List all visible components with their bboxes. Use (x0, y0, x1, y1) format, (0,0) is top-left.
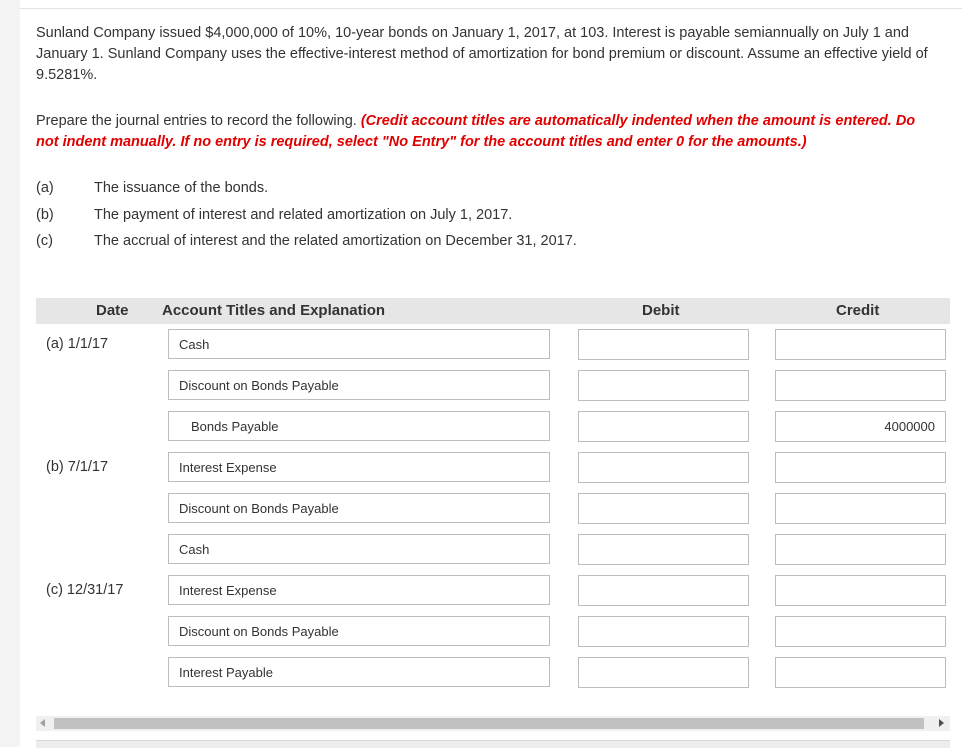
credit-amount-field[interactable] (775, 616, 946, 647)
debit-amount-field[interactable] (578, 657, 749, 688)
chevron-right-icon[interactable] (939, 719, 944, 727)
account-title-field[interactable] (168, 329, 550, 359)
debit-amount-field[interactable] (578, 329, 749, 360)
credit-amount-field[interactable] (775, 575, 946, 606)
account-title-field[interactable] (168, 657, 550, 687)
debit-amount-field[interactable] (578, 493, 749, 524)
header-credit: Credit (836, 302, 880, 319)
table-header (36, 298, 950, 324)
header-date: Date (96, 302, 129, 319)
instruction-text: Prepare the journal entries to record the following. (36, 113, 357, 129)
task-c (36, 231, 577, 251)
credit-amount-field[interactable] (775, 534, 946, 565)
entry-date-a: (a) 1/1/17 (46, 336, 109, 352)
header-account: Account Titles and Explanation (162, 302, 386, 319)
horizontal-scrollbar[interactable] (36, 716, 950, 731)
debit-amount-field[interactable] (578, 616, 749, 647)
account-title-field[interactable] (168, 493, 550, 523)
task-a (36, 178, 268, 198)
task-b (36, 205, 512, 225)
scrollbar-thumb[interactable] (54, 718, 924, 729)
left-gutter (0, 0, 20, 747)
top-divider (20, 8, 962, 9)
task-label: (c) (36, 233, 53, 249)
task-text: The issuance of the bonds. (94, 180, 269, 196)
debit-amount-field[interactable] (578, 411, 749, 442)
task-text: The payment of interest and related amortization on July 1, 2017. (94, 207, 513, 223)
problem-statement: Sunland Company issued $4,000,000 of 10%, 10-year bonds on January 1, 2017, at 103. Interest is payable semiannually on July 1 and January 1. Sunland Company uses the effective-interest method of amortization for bond premium or discount. Assume an effective yield of 9.5281%. (36, 25, 928, 83)
task-label: (a) (36, 180, 54, 196)
instruction-note: (Credit account titles are automatically indented when the amount is entered. Do not indent manually. If no entry is required, select "No Entry" for the account titles and enter 0 for the amounts.) (36, 113, 916, 150)
account-title-field[interactable] (168, 575, 550, 605)
debit-amount-field[interactable] (578, 534, 749, 565)
account-title-field[interactable] (168, 616, 550, 646)
credit-amount-field[interactable] (775, 493, 946, 524)
task-label: (b) (36, 207, 54, 223)
account-title-field[interactable] (168, 411, 550, 441)
credit-amount-field[interactable] (775, 370, 946, 401)
account-title-field[interactable] (168, 452, 550, 482)
credit-amount-field[interactable] (775, 452, 946, 483)
debit-amount-field[interactable] (578, 575, 749, 606)
debit-amount-field[interactable] (578, 370, 749, 401)
account-title-field[interactable] (168, 534, 550, 564)
task-text: The accrual of interest and the related amortization on December 31, 2017. (94, 233, 577, 249)
entry-date-c: (c) 12/31/17 (46, 582, 124, 598)
entry-date-b: (b) 7/1/17 (46, 459, 109, 475)
credit-amount-field[interactable] (775, 411, 946, 442)
debit-amount-field[interactable] (578, 452, 749, 483)
chevron-left-icon[interactable] (40, 719, 45, 727)
credit-amount-field[interactable] (775, 329, 946, 360)
account-title-field[interactable] (168, 370, 550, 400)
header-debit: Debit (642, 302, 680, 319)
credit-amount-field[interactable] (775, 657, 946, 688)
instructions (36, 111, 941, 153)
